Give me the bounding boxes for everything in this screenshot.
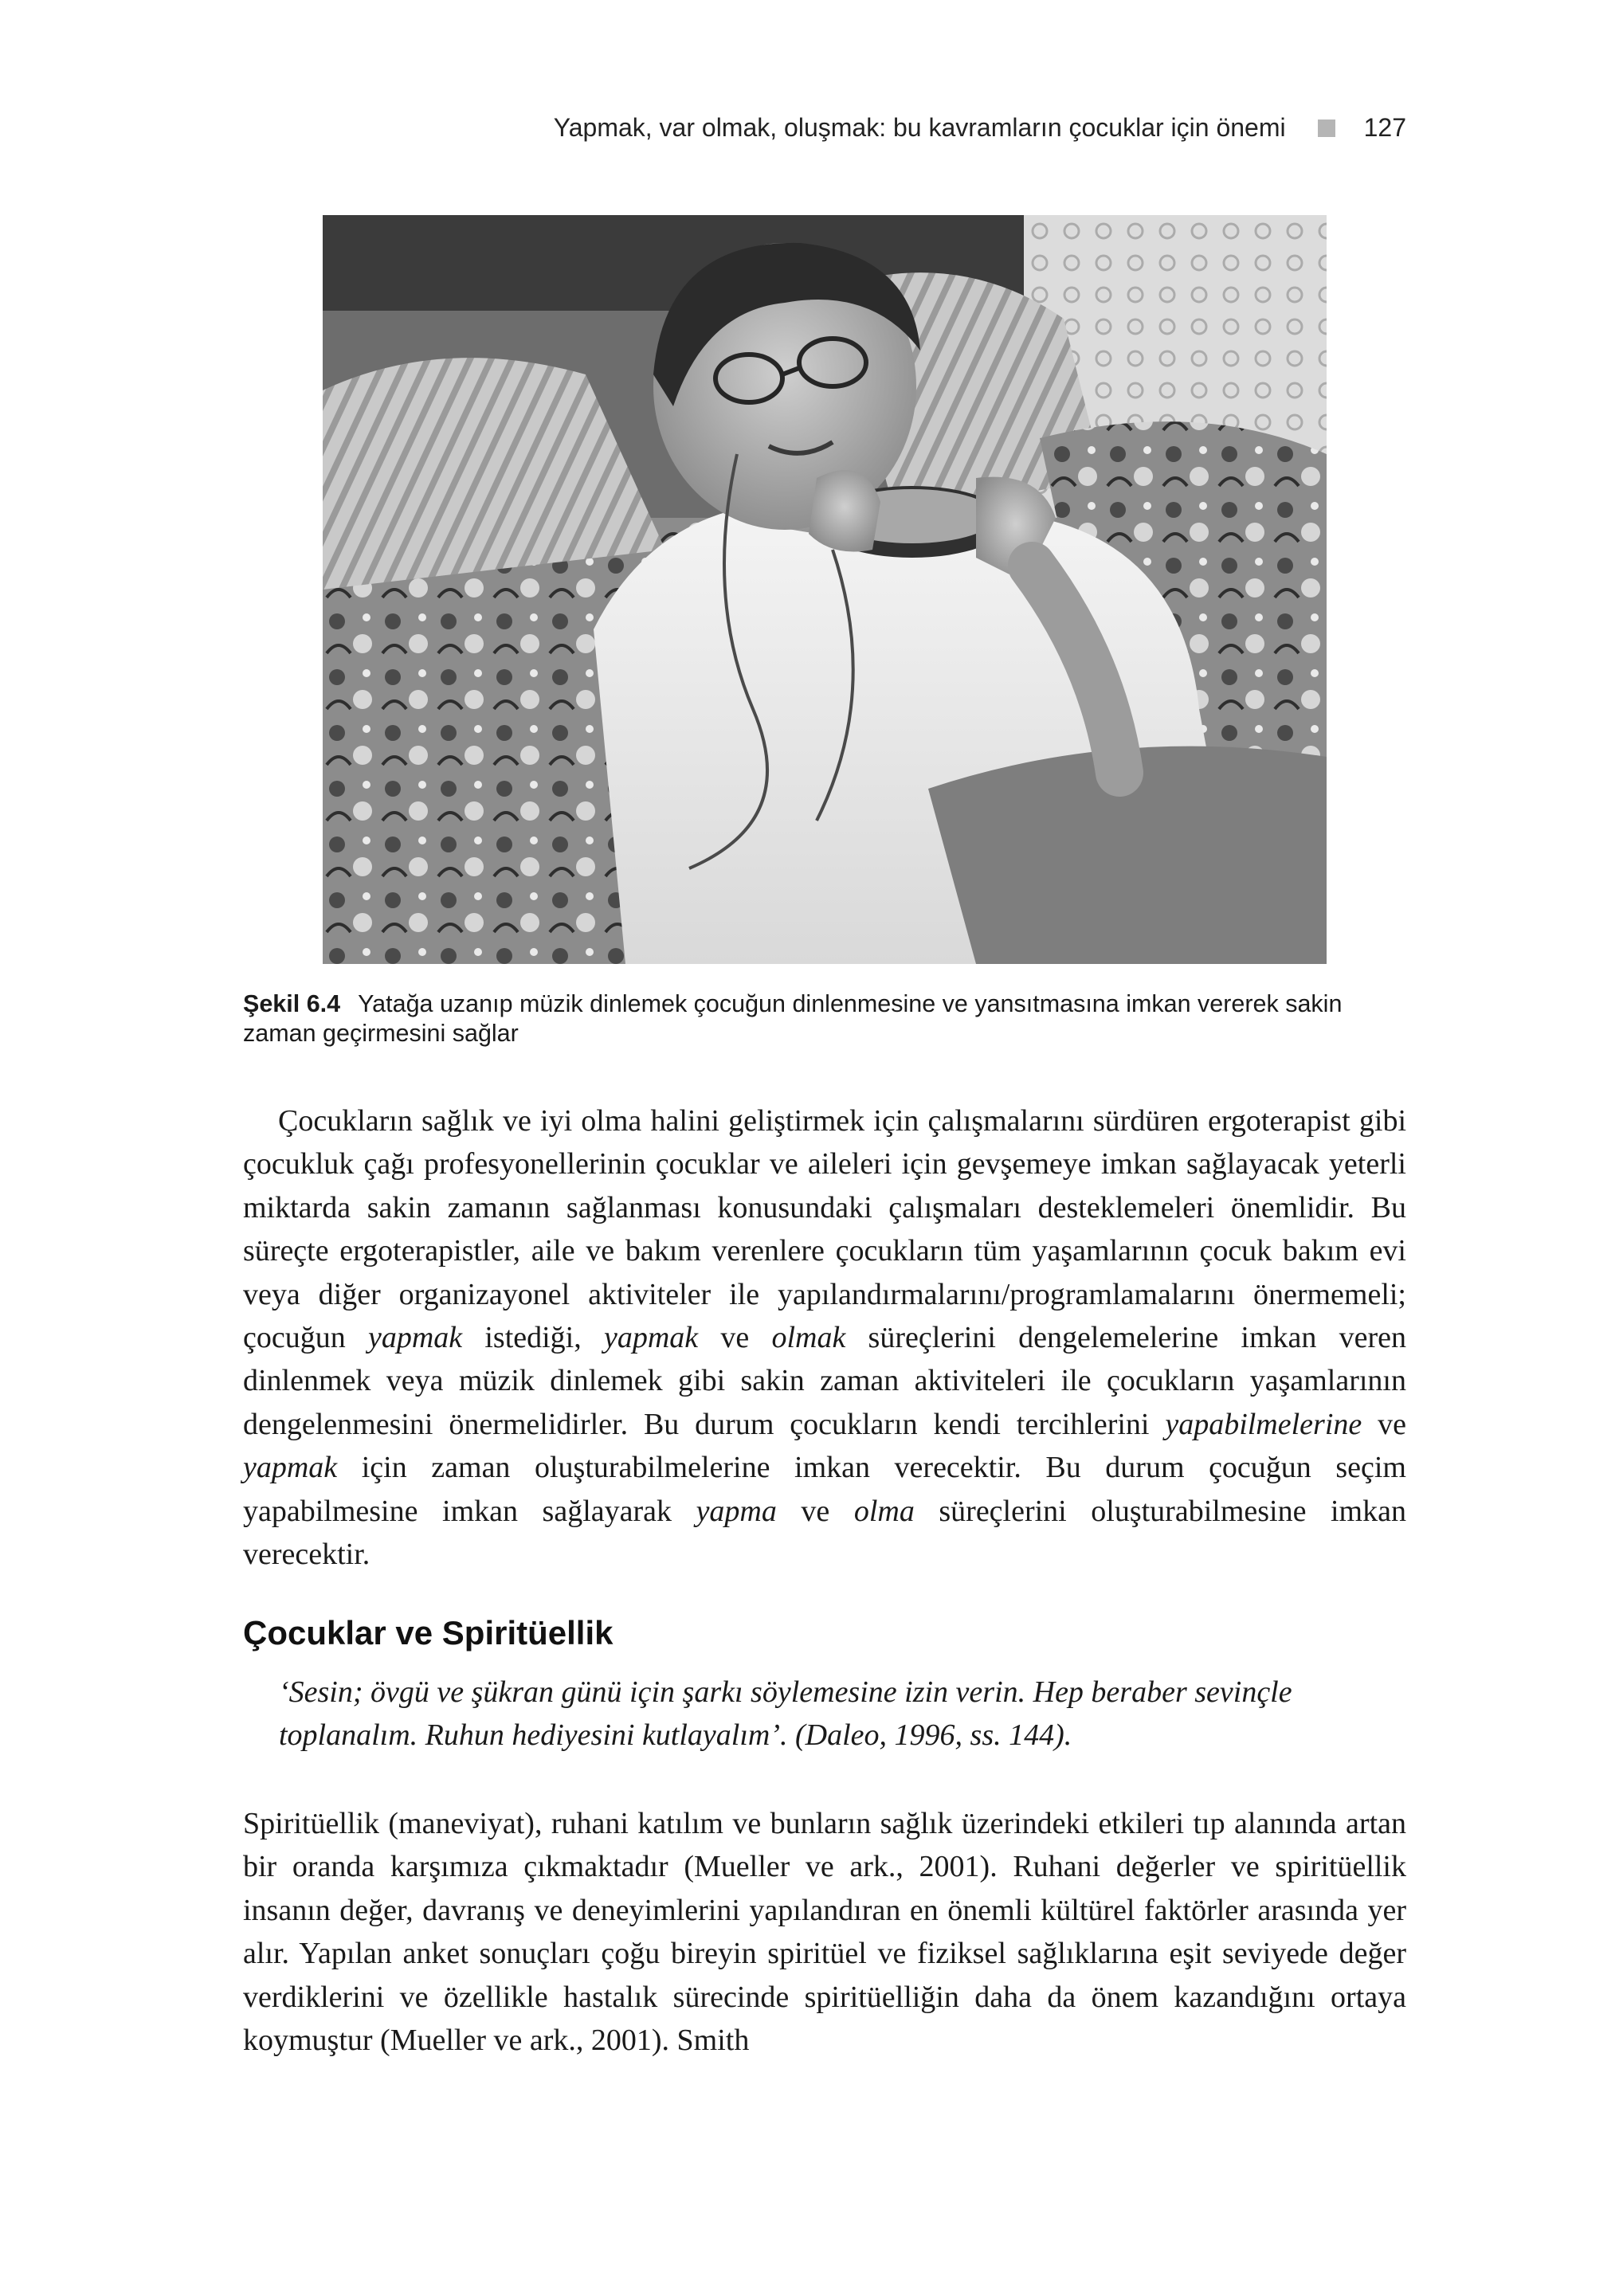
section-heading: Çocuklar ve Spiritüellik [243,1614,613,1651]
italic-term: olmak [771,1321,846,1355]
figure-caption-text: Yatağa uzanıp müzik dinlemek çocuğun dinlenmesine ve yansıtmasına imkan vererek sakin zaman geçirmesini sağlar [243,990,1343,1048]
body-paragraph-2 [243,1802,1406,2062]
text-run: ve [1362,1407,1406,1441]
page-number: 127 [1363,113,1406,142]
figure-label: Şekil 6.4 [243,990,341,1017]
text-run: için zaman oluşturabilmelerine imkan verecektir. Bu durum çocuğun seçim yapabilmesine imkan sağlayarak [243,1451,1406,1528]
text-run: ve [776,1494,854,1528]
text-run: süreçlerini oluşturabilmesine imkan verecektir. [243,1494,1406,1572]
text-run: Spiritüellik (maneviyat), ruhani katılım ve bunların sağlık üzerindeki etkileri tıp alanında artan bir oranda karşımıza çıkmaktadır (Mueller ve ark., 2001). Ruhani değerler ve spiritüellik insanın değer, davranış ve deneyimlerini yapılandıran en önemli kültürel faktörler arasında yer alır. Yapılan anket sonuçları çoğu bireyin spiritüel ve fiziksel sağlıklarına eşit seviyede değer verdiklerini ve özellikle hastalık sürecinde spiritüelliğin daha da önem kazandığını ortaya koymuştur (Mueller ve ark., 2001). Smith [243,1807,1406,2058]
italic-term: yapmak [603,1321,699,1355]
square-separator-icon [1318,120,1335,137]
running-title: Yapmak, var olmak, oluşmak: bu kavramların çocuklar için önemi [553,113,1286,142]
italic-term: yapmak [243,1451,338,1485]
text-run: süreçlerini dengelemelerine imkan veren dinlenmek veya müzik dinlemek gibi sakin zaman aktiviteleri ile çocukların yaşamlarının dengelenmesini önermelidirler. Bu durum çocukların kendi tercihlerini [243,1321,1406,1441]
italic-term: yapabilmelerine [1165,1407,1362,1441]
italic-term: olma [853,1494,915,1528]
photo-girl-listening-music [323,215,1327,964]
text-run: ve [698,1321,772,1355]
text-run: Çocukların sağlık ve iyi olma halini geliştirmek için çalışmalarını sürdüren ergoterapist gibi çocukluk çağı profesyonellerinin çocuklar ve aileleri için gevşemeye imkan sağlayacak yeterli miktarda sakin zamanın sağlanması konusundaki çalışmaları desteklemeleri önemlidir. Bu süreçte ergoterapistler, aile ve bakım verenlere çocukların tüm yaşamlarının çocuk bakım evi veya diğer organizayonel aktiviteler ile yapılandırmalarını/programlamalarını önermemeli; çocuğun [243,1104,1406,1355]
figure-photo [323,215,1327,964]
italic-term: yapma [696,1494,777,1528]
body-paragraph-1 [243,1099,1406,1576]
figure-caption [243,989,1406,1048]
text-run: istediği, [462,1321,604,1355]
italic-term: yapmak [367,1321,463,1355]
epigraph-quote: ‘Sesin; övgü ve şükran günü için şarkı söylemesine izin verin. Hep beraber sevinçle toplanalım. Ruhun hediyesini kutlayalım’. (Daleo, 1996, ss. 144). [279,1675,1292,1752]
running-header [239,113,1406,143]
